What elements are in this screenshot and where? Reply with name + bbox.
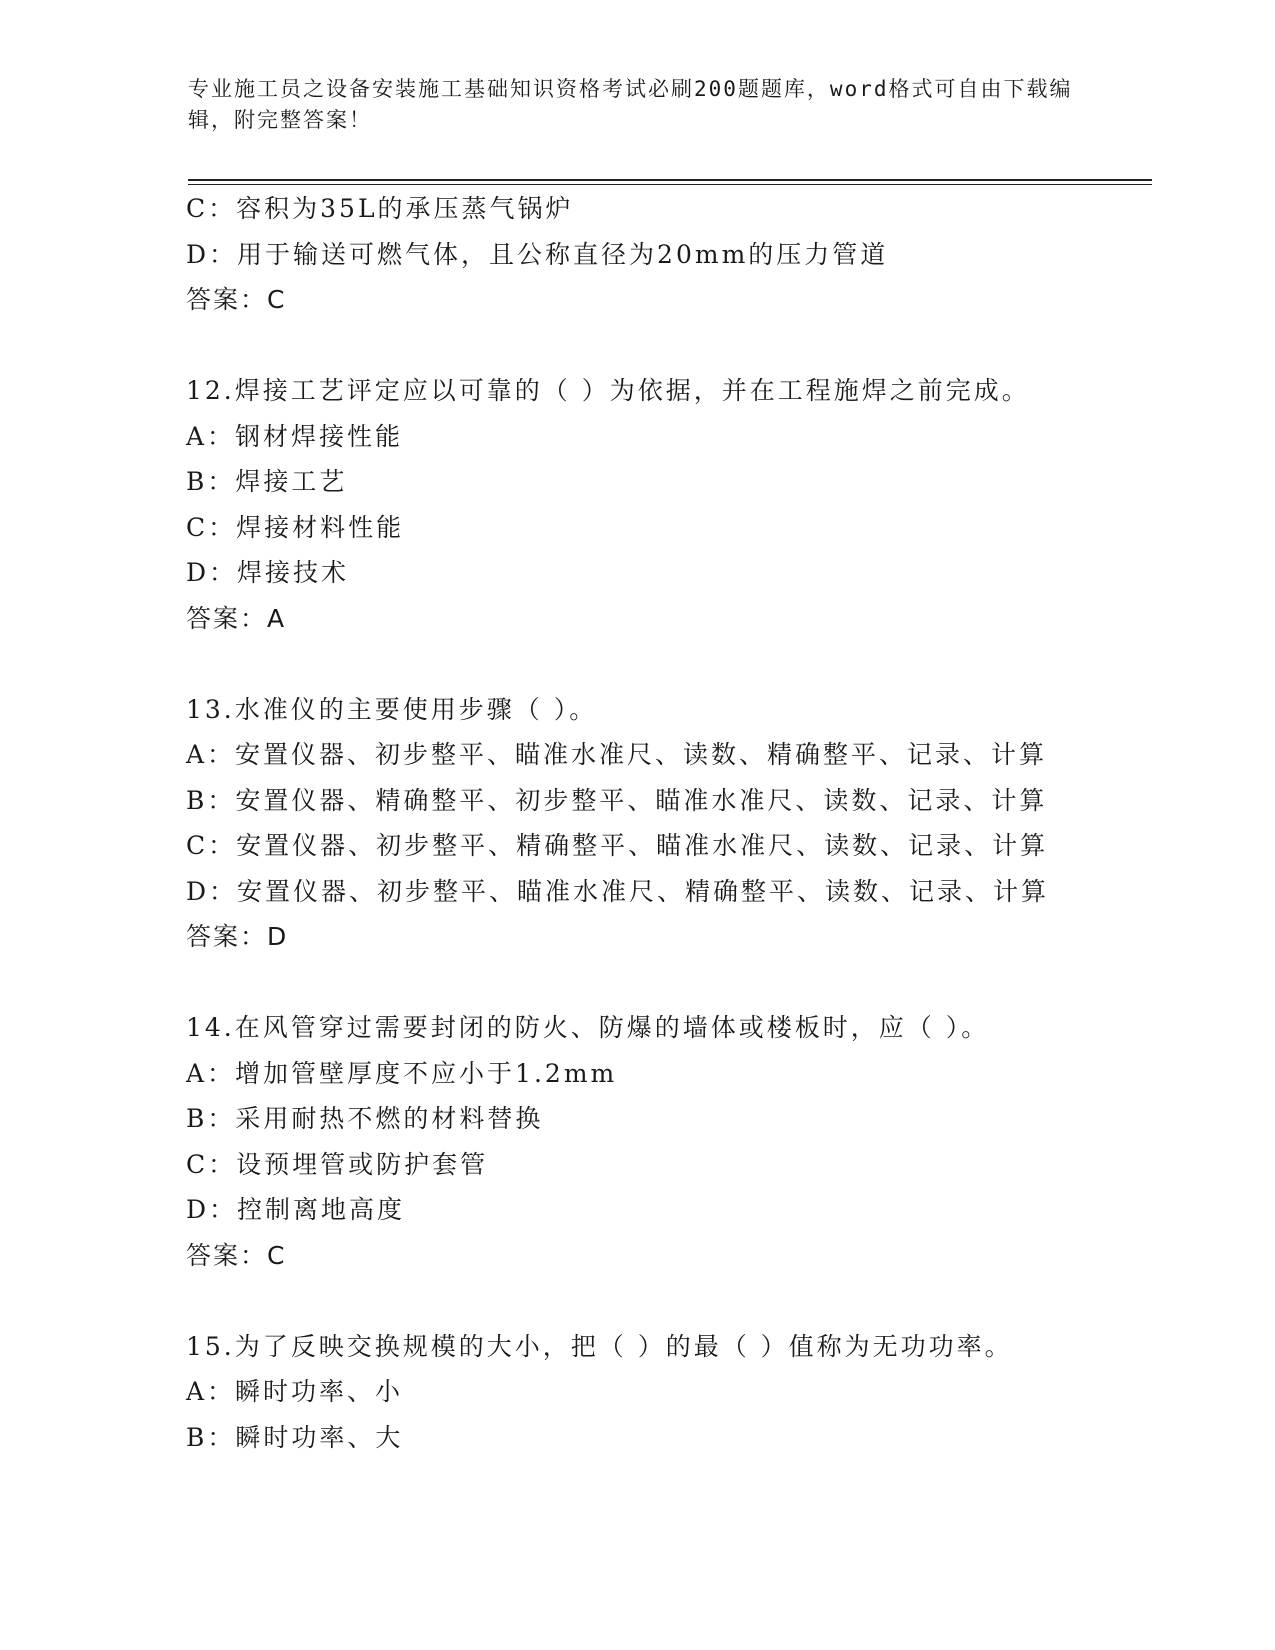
spacer [186, 960, 1146, 1006]
spacer [186, 1278, 1146, 1324]
option-line: B：焊接工艺 [186, 467, 348, 496]
option-line: D：用于输送可燃气体，且公称直径为20mm的压力管道 [186, 239, 889, 269]
document-body [186, 186, 1146, 1460]
option-line: A：钢材焊接性能 [186, 421, 404, 451]
option-line: D：焊接技术 [186, 558, 350, 587]
question-line: 13.水准仪的主要使用步骤（ ）。 [186, 694, 598, 724]
spacer [186, 641, 1146, 687]
spacer [186, 323, 1146, 369]
option-line: A：瞬时功率、小 [186, 1377, 404, 1406]
option-line: B：瞬时功率、大 [186, 1422, 404, 1452]
question-line: 15.为了反映交换规模的大小，把（ ）的最（ ）值称为无功功率。 [186, 1331, 1013, 1361]
answer-line: 答案：D [186, 922, 289, 951]
option-line: B：采用耐热不燃的材料替换 [186, 1104, 544, 1133]
header-divider-thin [188, 184, 1152, 185]
option-line: B：安置仪器、精确整平、初步整平、瞄准水准尺、读数、记录、计算 [186, 785, 1048, 815]
option-line: D：控制离地高度 [186, 1195, 406, 1224]
header-divider-thick [188, 179, 1152, 181]
answer-line: 答案：C [186, 285, 287, 314]
option-line: C：设预埋管或防护套管 [186, 1149, 489, 1179]
option-line: C：安置仪器、初步整平、精确整平、瞄准水准尺、读数、记录、计算 [186, 831, 1049, 860]
question-line: 14.在风管穿过需要封闭的防火、防爆的墙体或楼板时，应（ ）。 [186, 1013, 990, 1042]
answer-line: 答案：C [186, 1240, 287, 1270]
option-line: C：焊接材料性能 [186, 512, 405, 542]
option-line: A：安置仪器、初步整平、瞄准水准尺、读数、精确整平、记录、计算 [186, 740, 1048, 769]
page-header: 专业施工员之设备安装施工基础知识资格考试必刷200题题库，word格式可自由下载编辑，附完整答案！ [188, 77, 1073, 132]
option-line: C：容积为35L的承压蒸气锅炉 [186, 194, 574, 223]
option-line: A：增加管壁厚度不应小于1.2mm [186, 1058, 618, 1088]
answer-line: 答案：A [186, 603, 287, 633]
question-line: 12.焊接工艺评定应以可靠的（ ）为依据，并在工程施焊之前完成。 [186, 376, 1030, 405]
option-line: D：安置仪器、初步整平、瞄准水准尺、精确整平、读数、记录、计算 [186, 876, 1050, 906]
